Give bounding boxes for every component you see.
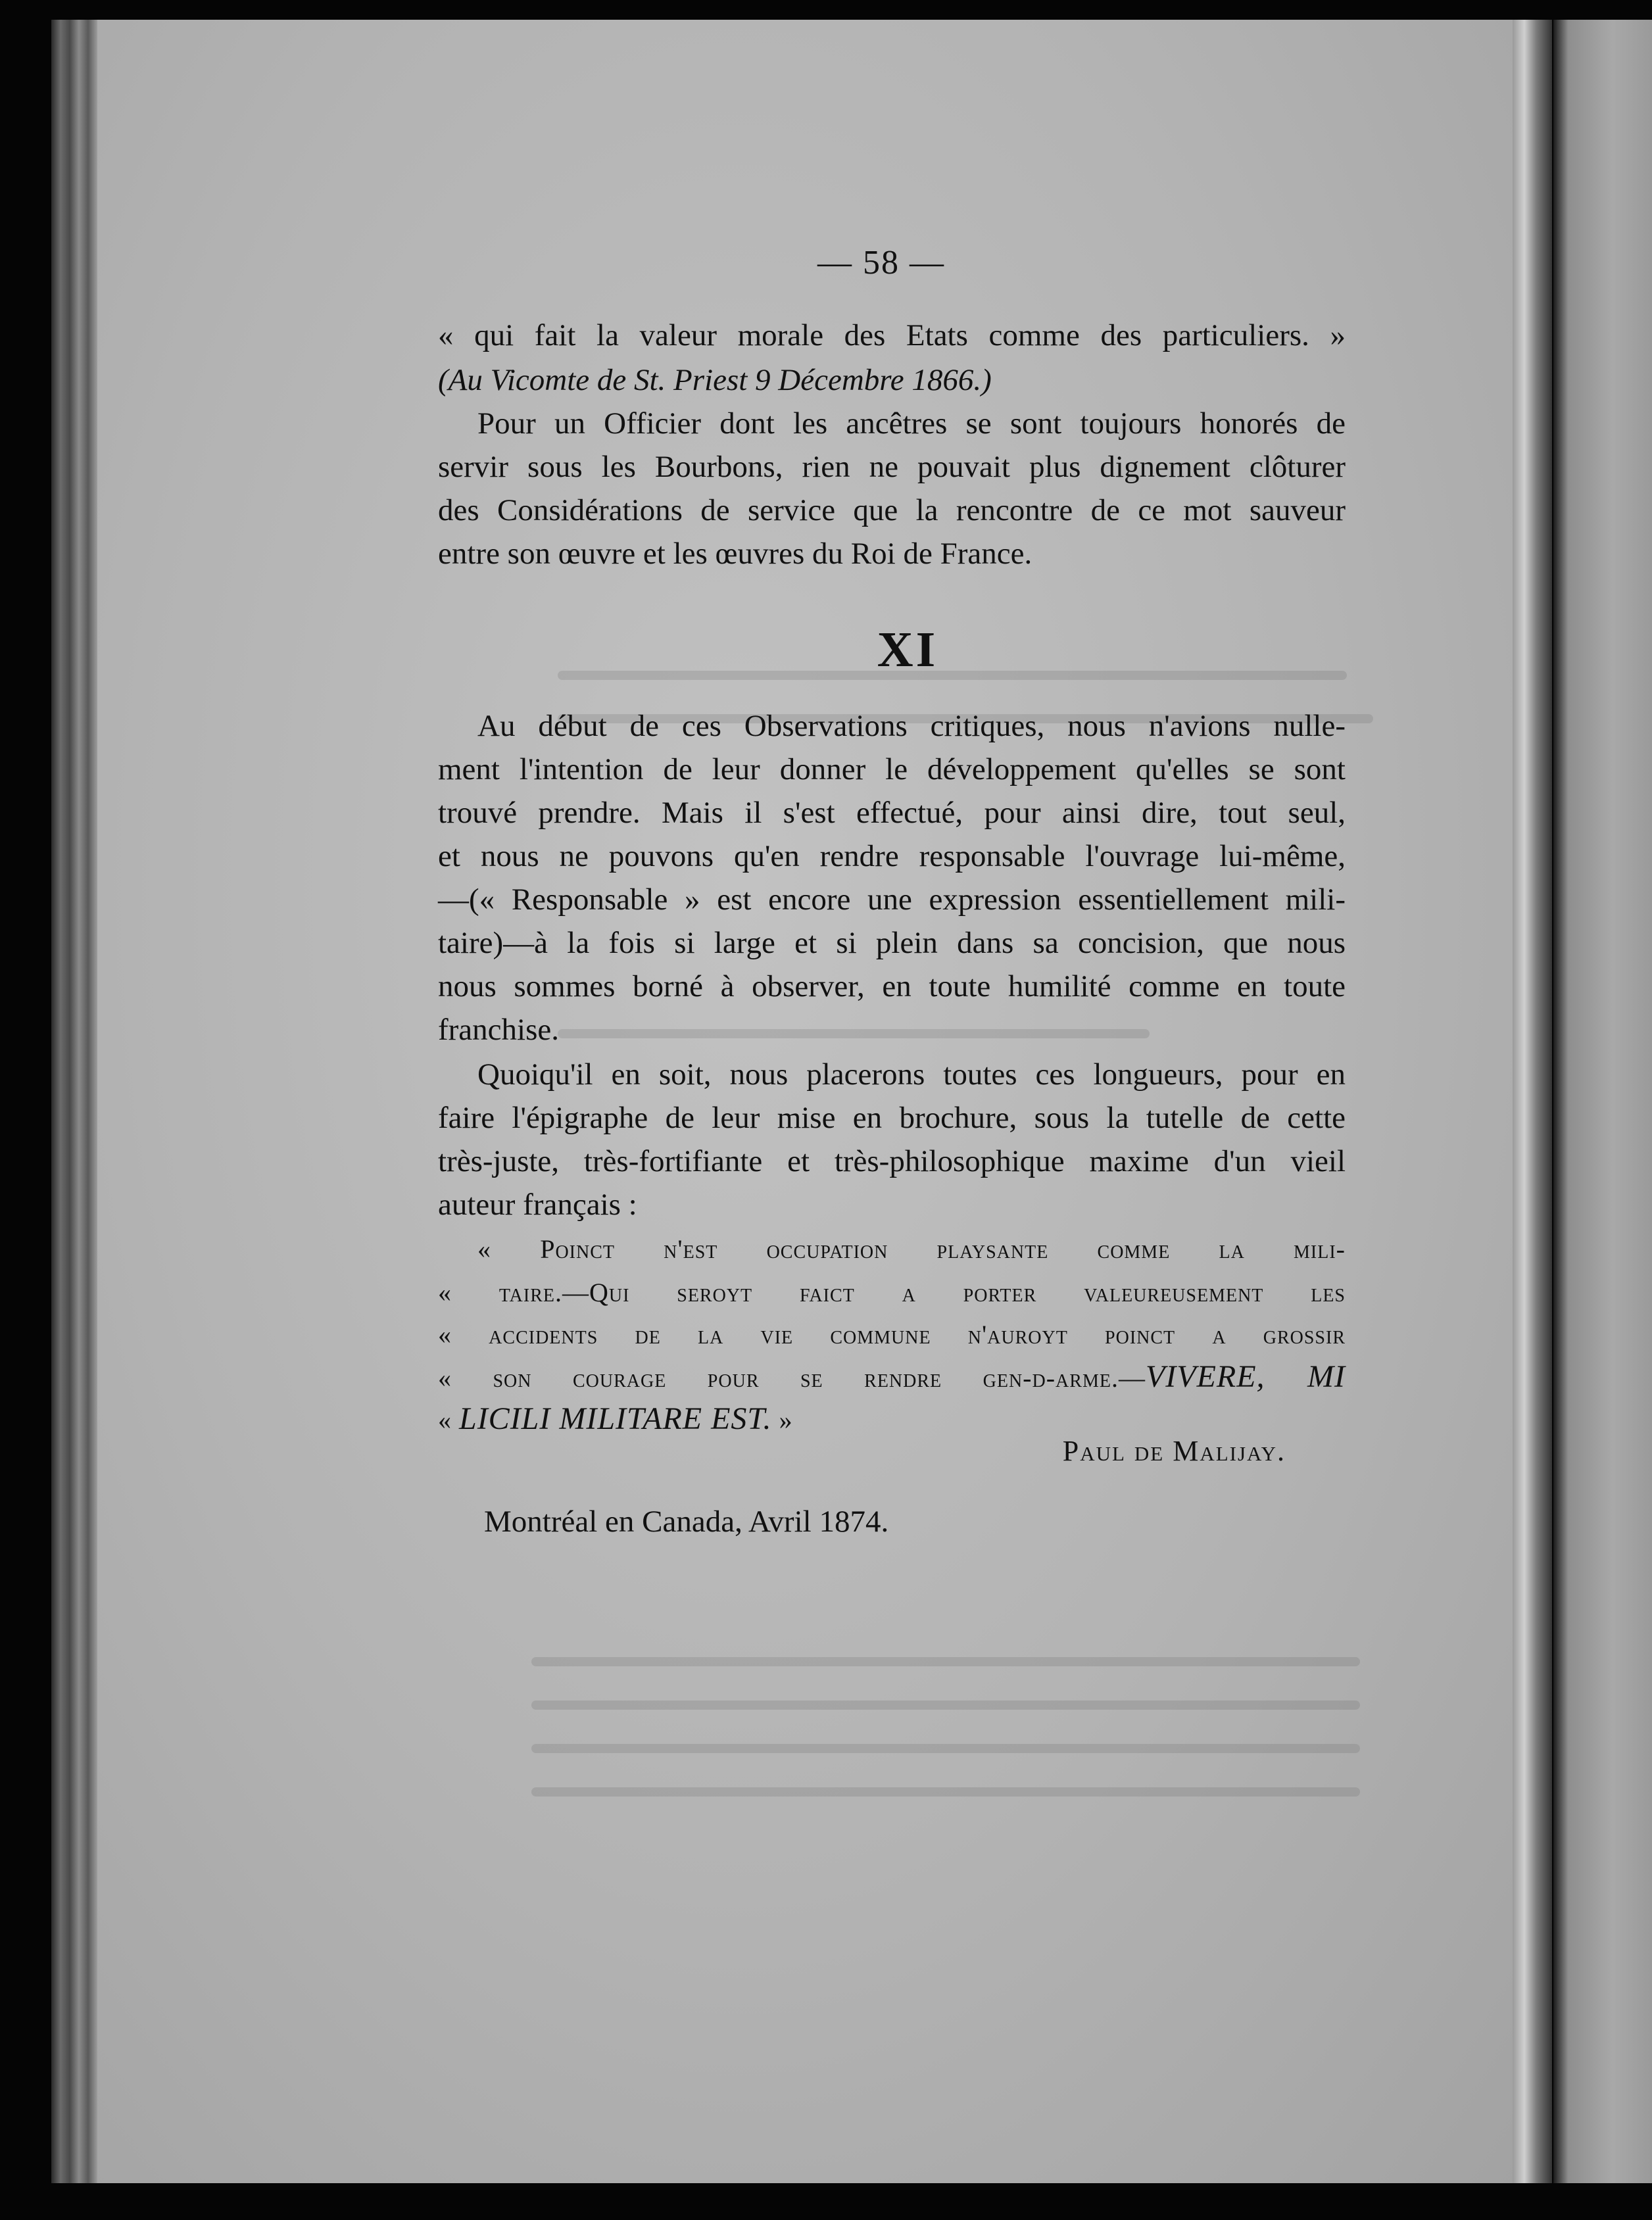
text-line: entre son œuvre et les œuvres du Roi de France. [438, 537, 1032, 571]
text-line: très-juste, très-fortifiante et très-philosophique maxime d'un vieil [438, 1144, 1346, 1178]
quote-latin-text: VIVERE, MI [1145, 1359, 1346, 1394]
text-line: trouvé prendre. Mais il s'est effectué, pour ainsi dire, tout seul, [438, 796, 1346, 830]
text-line: Au début de ces Observations critiques, nous n'avions nulle- [477, 709, 1346, 743]
quote-closing-mark: » [771, 1405, 793, 1435]
bleed-through-line [531, 1787, 1360, 1797]
citation-text: (Au Vicomte de St. Priest 9 Décembre 1866.) [438, 363, 992, 397]
quote-line: « Poinct n'est occupation playsante comme la mili- [477, 1234, 1346, 1264]
quote-latin-text: LICILI MILITARE EST. [459, 1401, 772, 1436]
dateline: Montréal en Canada, Avril 1874. [484, 1505, 889, 1539]
text-line: nous sommes borné à observer, en toute humilité comme en toute [438, 969, 1346, 1003]
bleed-through-line [531, 1701, 1360, 1710]
text-line: servir sous les Bourbons, rien ne pouvait plus dignement clôturer [438, 450, 1346, 484]
text-line: auteur français : [438, 1188, 637, 1222]
text-line-citation [438, 360, 1346, 400]
quote-line: « accidents de la vie commune n'auroyt poinct a grossir [438, 1320, 1346, 1349]
text-line: taire)—à la fois si large et si plein dans sa concision, que nous [438, 926, 1346, 960]
next-page-edge [1553, 20, 1652, 2183]
text-line: —(« Responsable » est encore une expression essentiellement mili- [438, 882, 1346, 917]
bleed-through-line [531, 1657, 1360, 1666]
section-heading: XI [877, 622, 938, 677]
quote-line [438, 1357, 1346, 1397]
text-line: « qui fait la valeur morale des Etats comme des particuliers. » [438, 318, 1346, 352]
quote-line [438, 1399, 1346, 1439]
page-stack-edge-left [51, 20, 97, 2183]
text-line: des Considérations de service que la rencontre de ce mot sauveur [438, 493, 1346, 527]
bleed-through-line [531, 1744, 1360, 1753]
quote-line: « taire.—Qui seroyt faict a porter valeureusement les [438, 1278, 1346, 1307]
text-line: faire l'épigraphe de leur mise en brochure, sous la tutelle de cette [438, 1101, 1346, 1135]
author-signature: Paul de Malijay. [1062, 1435, 1286, 1467]
page-number: — 58 — [817, 244, 945, 281]
quote-line-text: « [438, 1405, 459, 1435]
quote-line-text: « son courage pour se rendre gen-d-arme.— [438, 1363, 1146, 1393]
text-line: franchise. [438, 1013, 559, 1047]
text-line: Quoiqu'il en soit, nous placerons toutes ces longueurs, pour en [477, 1057, 1346, 1092]
text-line: ment l'intention de leur donner le développement qu'elles se sont [438, 752, 1346, 786]
text-line: et nous ne pouvons qu'en rendre responsable l'ouvrage lui-même, [438, 839, 1346, 873]
text-line: Pour un Officier dont les ancêtres se sont toujours honorés de [477, 406, 1346, 441]
page-stack-edge-right [1513, 20, 1552, 2183]
